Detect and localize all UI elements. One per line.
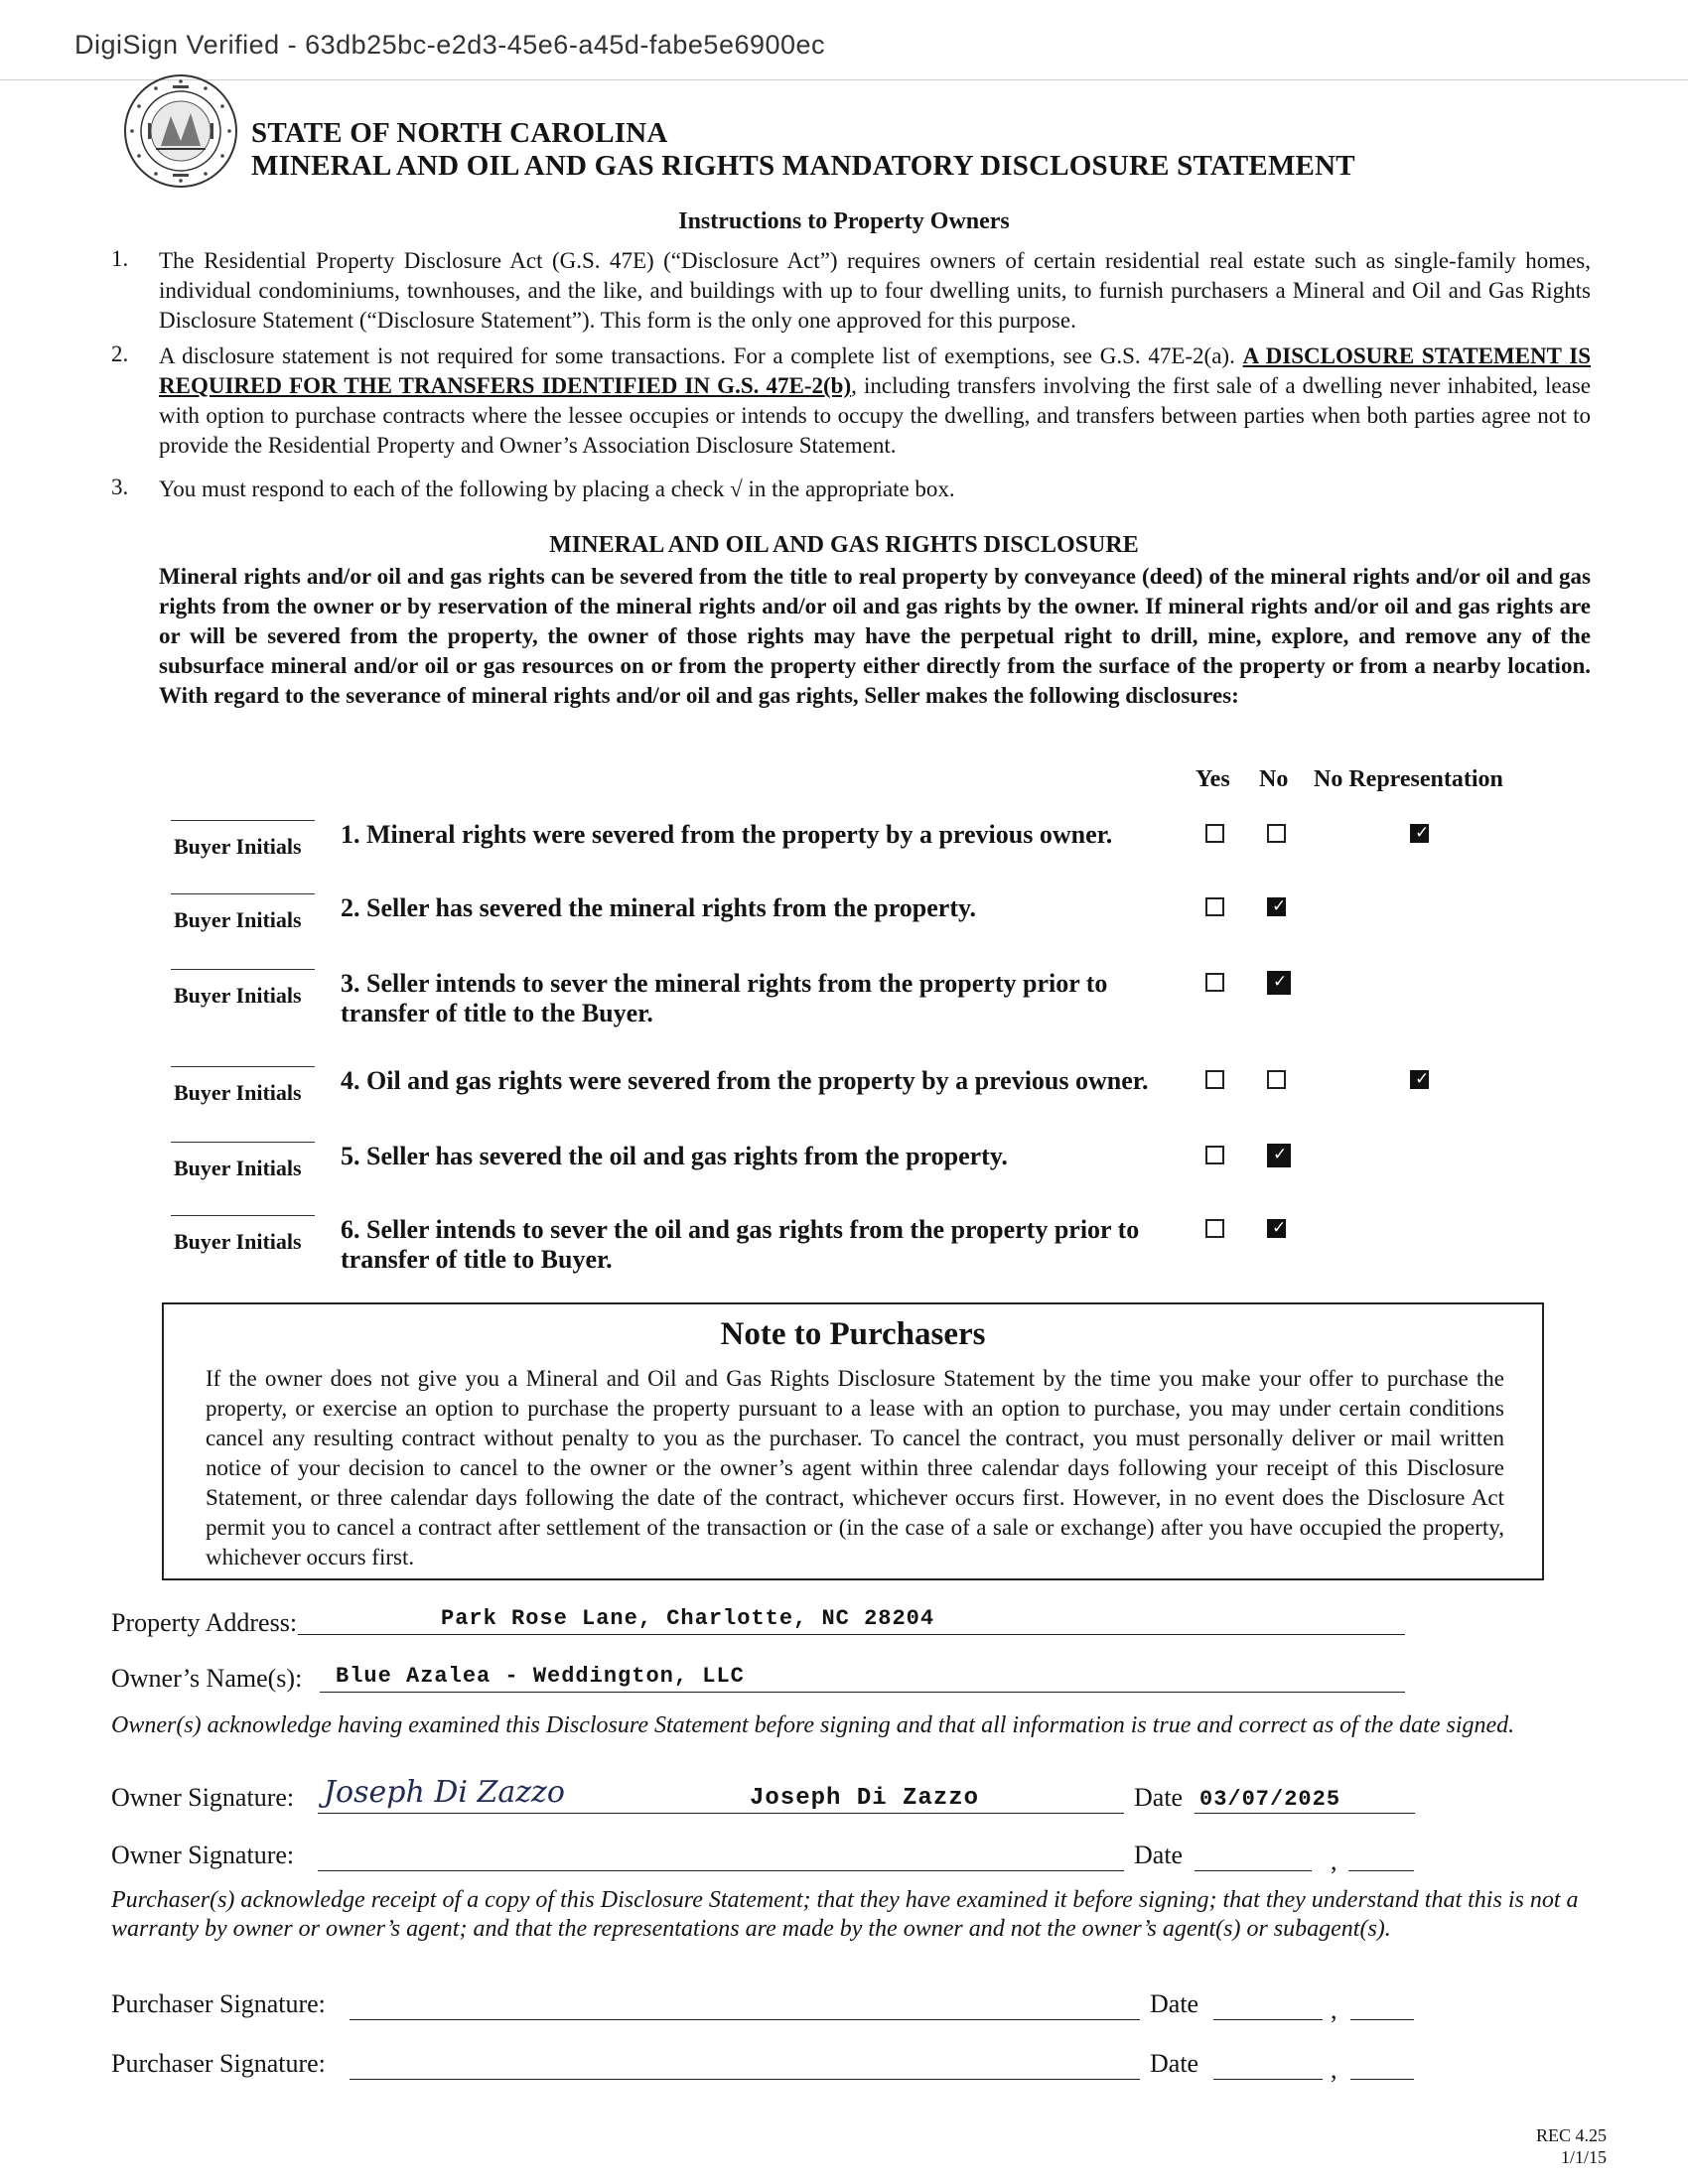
instruction-1: The Residential Property Disclosure Act (G.S. 47E) (“Disclosure Act”) requires owners of certain residential real estate such as single-family homes, individual condominiums, townhouses, and the like, and buildings with up to four dwelling units, to furnish purchasers a Mineral and Oil and Gas Rights Disclosure Statement (“Disclosure Statement”). This form is the only one approved for this purpose. <box>159 248 1591 333</box>
question-2: 2. Seller has severed the mineral rights from the property. <box>341 893 977 922</box>
header-state: STATE OF NORTH CAROLINA <box>251 117 668 149</box>
buyer-initials-line[interactable] <box>171 820 315 821</box>
owner-date-field[interactable]: 03/07/2025 <box>1199 1787 1341 1812</box>
question-5: 5. Seller has severed the oil and gas rights from the property. <box>341 1142 1008 1170</box>
instruction-number: 1. <box>111 246 129 271</box>
buyer-initials-label: Buyer Initials <box>174 1080 302 1105</box>
buyer-initials-label: Buyer Initials <box>174 1156 302 1180</box>
column-no-representation: No Representation <box>1314 766 1503 792</box>
purchaser-acknowledgement: Purchaser(s) acknowledge receipt of a copy of this Disclosure Statement; that they have examined it before signing; that they understand that this is not a warranty by owner or owner’s agent; and that the representations are made by the owner and not the owner’s agent(s) or subagent(s). <box>111 1887 1579 1942</box>
q6-yes-checkbox[interactable] <box>1205 1219 1224 1238</box>
q4-no-checkbox[interactable] <box>1267 1070 1286 1089</box>
column-no: No <box>1259 766 1289 792</box>
instruction-3: You must respond to each of the following by placing a check √ in the appropriate box. <box>159 477 955 501</box>
buyer-initials-label: Buyer Initials <box>174 983 302 1008</box>
column-yes: Yes <box>1196 766 1230 792</box>
instruction-2 <box>159 341 1591 461</box>
question-3: 3. Seller intends to sever the mineral rights from the property prior to transfer of title to the Buyer. <box>341 969 1108 1027</box>
purchaser-2-date-field[interactable] <box>1213 2079 1323 2080</box>
form-code: REC 4.25 <box>1535 2125 1607 2145</box>
disclosure-intro: Mineral rights and/or oil and gas rights can be severed from the title to real property by conveyance (deed) of the mineral rights and/or oil and gas rights from the owner or by reservation of the mineral rights and/or oil and gas rights by the owner. If mineral rights and/or oil and gas rights are or will be severed from the property, the owner of those rights may have the perpetual right to drill, mine, explore, and remove any of the subsurface mineral and/or oil or gas resources on or from the property either directly from the surface of the property or from a nearby location. With regard to the severance of mineral rights and/or oil and gas rights, Seller makes the following disclosures: <box>159 564 1591 708</box>
instruction-2-text-a: A disclosure statement is not required for some transactions. For a complete list of exemptions, see G.S. 47E-2(a). <box>159 343 1243 368</box>
q5-yes-checkbox[interactable] <box>1205 1146 1224 1164</box>
q1-no-representation-checkbox[interactable]: ✓ <box>1410 824 1429 843</box>
q4-yes-checkbox[interactable] <box>1205 1070 1224 1089</box>
disclosure-section-title: MINERAL AND OIL AND GAS RIGHTS DISCLOSURE <box>549 532 1139 558</box>
owner-printed-name: Joseph Di Zazzo <box>750 1785 980 1812</box>
owner-names-label: Owner’s Name(s): <box>111 1664 303 1693</box>
form-revision: 1/1/15 <box>1560 2147 1607 2167</box>
purchaser-1-date-field[interactable] <box>1213 2019 1323 2020</box>
question-1: 1. Mineral rights were severed from the property by a previous owner. <box>341 820 1113 849</box>
date-separator: , <box>1331 1846 1337 1875</box>
purchaser-2-year-field[interactable] <box>1350 2079 1414 2080</box>
q1-yes-checkbox[interactable] <box>1205 824 1224 843</box>
instruction-2-text-b: , including transfers involving the first sale of a dwelling never inhabited, lease with option to purchase contracts where the lessee occupies or intends to occupy the dwelling, and transfers between parties when both parties agree not to provide the Residential Property and Owner’s Association Disclosure Statement. <box>159 373 1591 458</box>
buyer-initials-label: Buyer Initials <box>174 834 302 859</box>
property-address-line <box>298 1634 1405 1635</box>
q5-no-checkbox[interactable]: ✓ <box>1267 1144 1291 1167</box>
purchaser-signature-label: Purchaser Signature: <box>111 1989 326 2018</box>
ncrec-seal-icon <box>121 71 240 191</box>
owner-2-year-field[interactable] <box>1348 1870 1414 1871</box>
digisign-verification-stamp: DigiSign Verified - 63db25bc-e2d3-45e6-a45d-fabe5e6900ec <box>74 30 826 60</box>
date-separator: , <box>1331 2055 1337 2084</box>
buyer-initials-line[interactable] <box>171 1215 315 1216</box>
instruction-number: 3. <box>111 475 129 499</box>
date-label: Date <box>1150 1989 1199 2018</box>
date-label: Date <box>1134 1783 1184 1812</box>
owner-names-field[interactable]: Blue Azalea - Weddington, LLC <box>336 1664 745 1689</box>
date-line <box>1195 1813 1415 1814</box>
property-address-field[interactable]: Park Rose Lane, Charlotte, NC 28204 <box>441 1606 935 1631</box>
purchaser-signature-label: Purchaser Signature: <box>111 2049 326 2078</box>
owner-signature-label: Owner Signature: <box>111 1783 295 1812</box>
date-label: Date <box>1134 1841 1184 1869</box>
note-text: If the owner does not give you a Mineral and Oil and Gas Rights Disclosure Statement by the time you make your offer to purchase the property, or exercise an option to purchase the property pursuant to a lease with an option to purchase, you may under certain conditions cancel any resulting contract without penalty to you as the purchaser. To cancel the contract, you must personally deliver or mail written notice of your decision to cancel to the owner or the owner’s agent within three calendar days following your receipt of this Disclosure Statement, or three calendar days following the date of the contract, whichever occurs first. However, in no event does the Disclosure Act permit you to cancel a contract after settlement of the transaction or (in the case of a sale or exchange) after you have occupied the property, whichever occurs first. <box>206 1366 1504 1570</box>
buyer-initials-label: Buyer Initials <box>174 1229 302 1254</box>
buyer-initials-line[interactable] <box>171 969 315 970</box>
date-separator: , <box>1331 1995 1337 2024</box>
buyer-initials-label: Buyer Initials <box>174 907 302 932</box>
question-4: 4. Oil and gas rights were severed from the property by a previous owner. <box>341 1066 1149 1095</box>
buyer-initials-line[interactable] <box>171 893 315 894</box>
note-title: Note to Purchasers <box>720 1316 986 1352</box>
instruction-number: 2. <box>111 341 129 366</box>
q3-yes-checkbox[interactable] <box>1205 973 1224 992</box>
q4-no-representation-checkbox[interactable]: ✓ <box>1410 1070 1429 1089</box>
owner-names-line <box>320 1692 1405 1693</box>
purchaser-signature-2-field[interactable] <box>350 2079 1140 2080</box>
top-divider <box>0 79 1688 80</box>
q3-no-checkbox[interactable]: ✓ <box>1267 971 1291 995</box>
date-label: Date <box>1150 2049 1199 2078</box>
question-6: 6. Seller intends to sever the oil and gas rights from the property prior to transfer of title to Buyer. <box>341 1215 1140 1274</box>
instruction-2-required-clause: A DISCLOSURE STATEMENT IS REQUIRED FOR THE TRANSFERS IDENTIFIED IN G.S. 47E-2(b) <box>159 343 1591 398</box>
purchaser-1-year-field[interactable] <box>1350 2019 1414 2020</box>
owner-2-date-field[interactable] <box>1195 1870 1312 1871</box>
form-number <box>1536 2124 1607 2168</box>
note-to-purchasers-box <box>162 1302 1544 1580</box>
buyer-initials-line[interactable] <box>171 1142 315 1143</box>
buyer-initials-line[interactable] <box>171 1066 315 1067</box>
owner-signature-line <box>318 1813 1124 1814</box>
q2-no-checkbox[interactable]: ✓ <box>1267 897 1286 916</box>
purchaser-signature-1-field[interactable] <box>350 2019 1140 2020</box>
owner-acknowledgement: Owner(s) acknowledge having examined this Disclosure Statement before signing and that all information is true and correct as of the date signed. <box>111 1712 1515 1738</box>
owner-signature-field[interactable]: Joseph Di Zazzo <box>324 1775 565 1810</box>
property-address-label: Property Address: <box>111 1608 298 1637</box>
q1-no-checkbox[interactable] <box>1267 824 1286 843</box>
q6-no-checkbox[interactable]: ✓ <box>1267 1219 1286 1238</box>
instructions-title: Instructions to Property Owners <box>678 208 1010 234</box>
owner-signature-2-field[interactable] <box>318 1870 1124 1871</box>
owner-signature-label: Owner Signature: <box>111 1841 295 1869</box>
header-title: MINERAL AND OIL AND GAS RIGHTS MANDATORY DISCLOSURE STATEMENT <box>251 150 1355 182</box>
q2-yes-checkbox[interactable] <box>1205 897 1224 916</box>
form-header <box>251 117 1355 183</box>
